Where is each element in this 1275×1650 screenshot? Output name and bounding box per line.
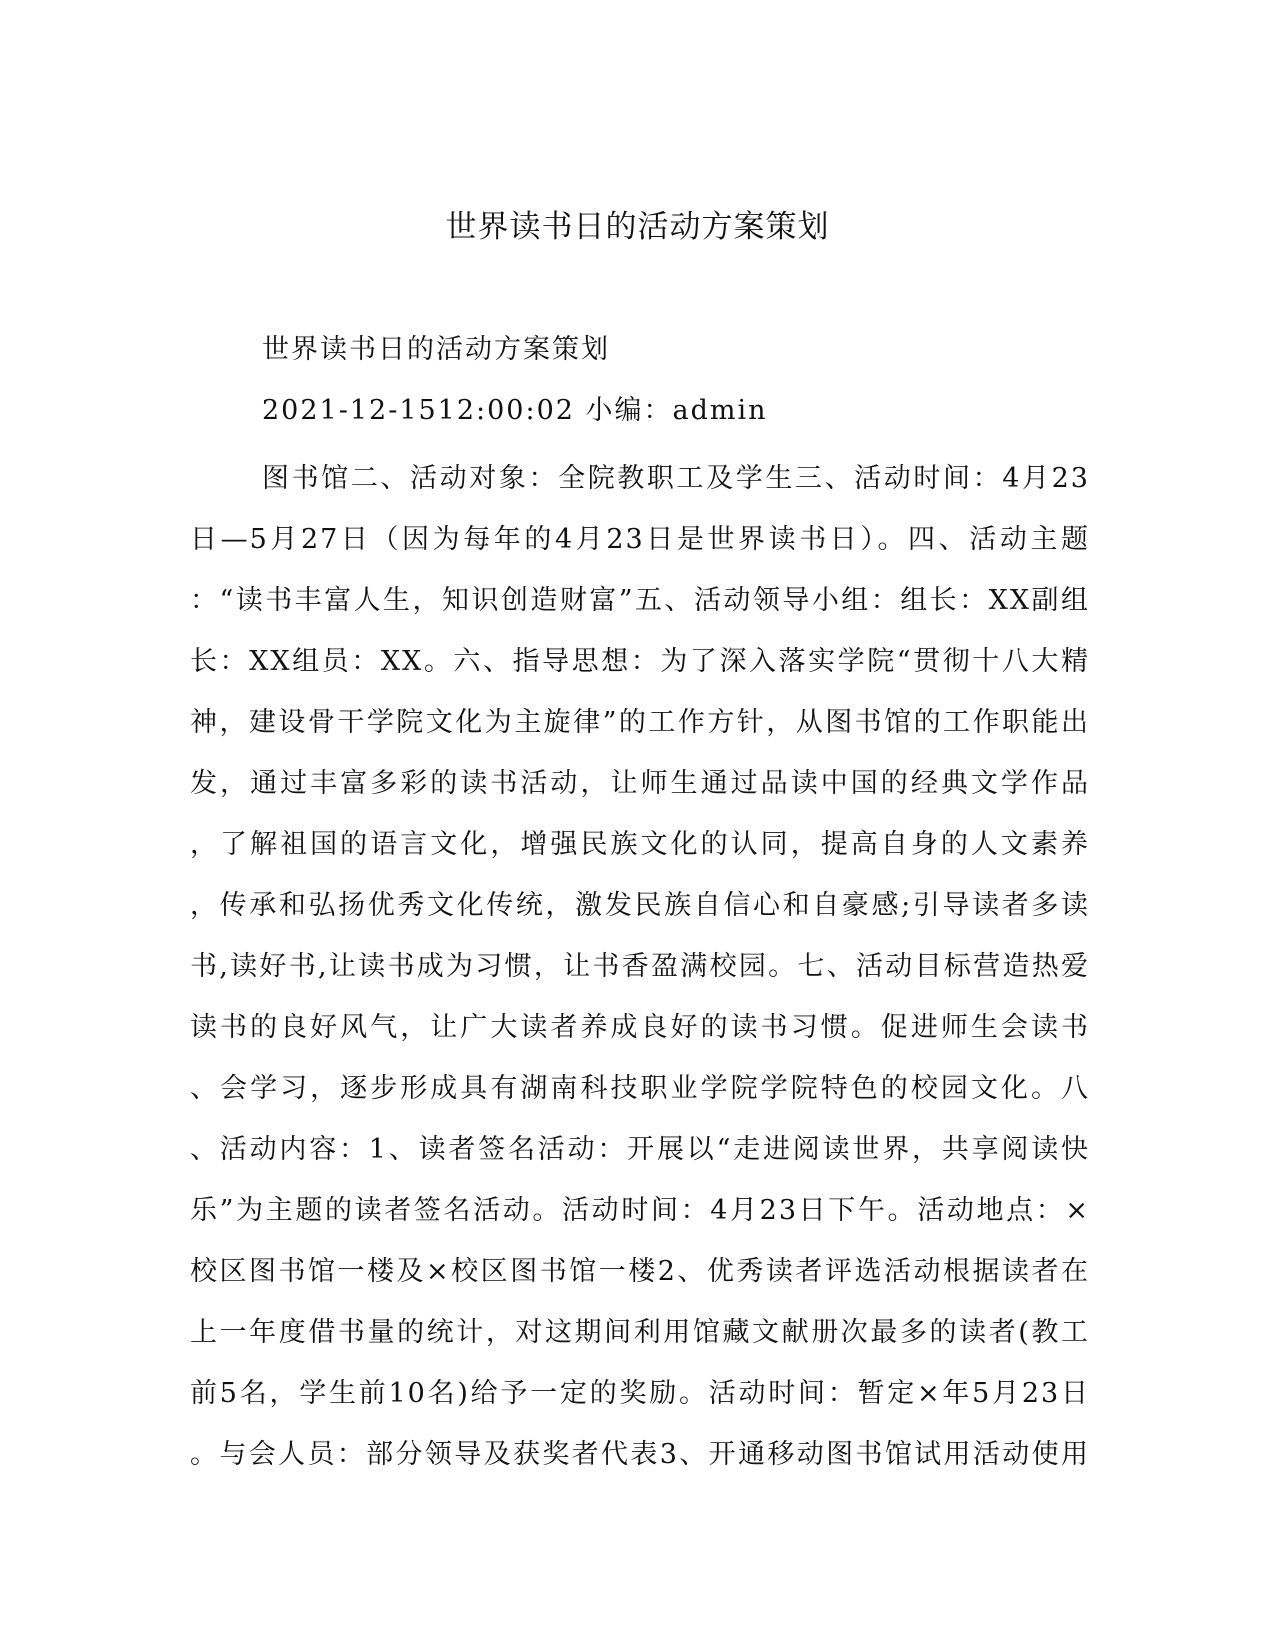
body-line: 校区图书馆一楼及×校区图书馆一楼2、优秀读者评选活动根据读者在 [190, 1256, 1090, 1287]
body-line: 读书的良好风气，让广大读者养成良好的读书习惯。促进师生会读书 [190, 1012, 1090, 1043]
body-line: 长：XX组员：XX。六、指导思想：为了深入落实学院“贯彻十八大精 [190, 646, 1090, 677]
body-line: ，传承和弘扬优秀文化传统，激发民族自信心和自豪感;引导读者多读 [190, 890, 1090, 921]
body-line: 前5名，学生前10名)给予一定的奖励。活动时间：暂定×年5月23日 [190, 1378, 1090, 1409]
body-line: 书,读好书,让读书成为习惯，让书香盈满校园。七、活动目标营造热爱 [190, 951, 1090, 982]
body-line: 。与会人员：部分领导及获奖者代表3、开通移动图书馆试用活动使用 [190, 1439, 1090, 1470]
body-line: 神，建设骨干学院文化为主旋律”的工作方针，从图书馆的工作职能出 [190, 707, 1090, 738]
body-line: 、活动内容：1、读者签名活动：开展以“走进阅读世界，共享阅读快 [190, 1134, 1090, 1165]
body-text [190, 448, 1090, 1485]
body-line: 图书馆二、活动对象：全院教职工及学生三、活动时间：4月23 [262, 463, 1090, 494]
body-line: ，了解祖国的语言文化，增强民族文化的认同，提高自身的人文素养 [190, 829, 1090, 860]
body-line: 乐”为主题的读者签名活动。活动时间：4月23日下午。活动地点：× [190, 1195, 1090, 1226]
document-subtitle: 世界读书日的活动方案策划 [262, 334, 610, 365]
body-line: 日—5月27日（因为每年的4月23日是世界读书日）。四、活动主题 [190, 524, 1090, 555]
body-line: 上一年度借书量的统计，对这期间利用馆藏文献册次最多的读者(教工 [190, 1317, 1090, 1348]
body-line: 、会学习，逐步形成具有湖南科技职业学院学院特色的校园文化。八 [190, 1073, 1090, 1104]
page-title: 世界读书日的活动方案策划 [445, 209, 830, 245]
body-line: 发，通过丰富多彩的读书活动，让师生通过品读中国的经典文学作品 [190, 768, 1090, 799]
body-line: ：“读书丰富人生，知识创造财富”五、活动领导小组：组长：XX副组 [190, 585, 1090, 616]
dateline: 2021-12-1512:00:02 小编：admin [262, 395, 768, 426]
